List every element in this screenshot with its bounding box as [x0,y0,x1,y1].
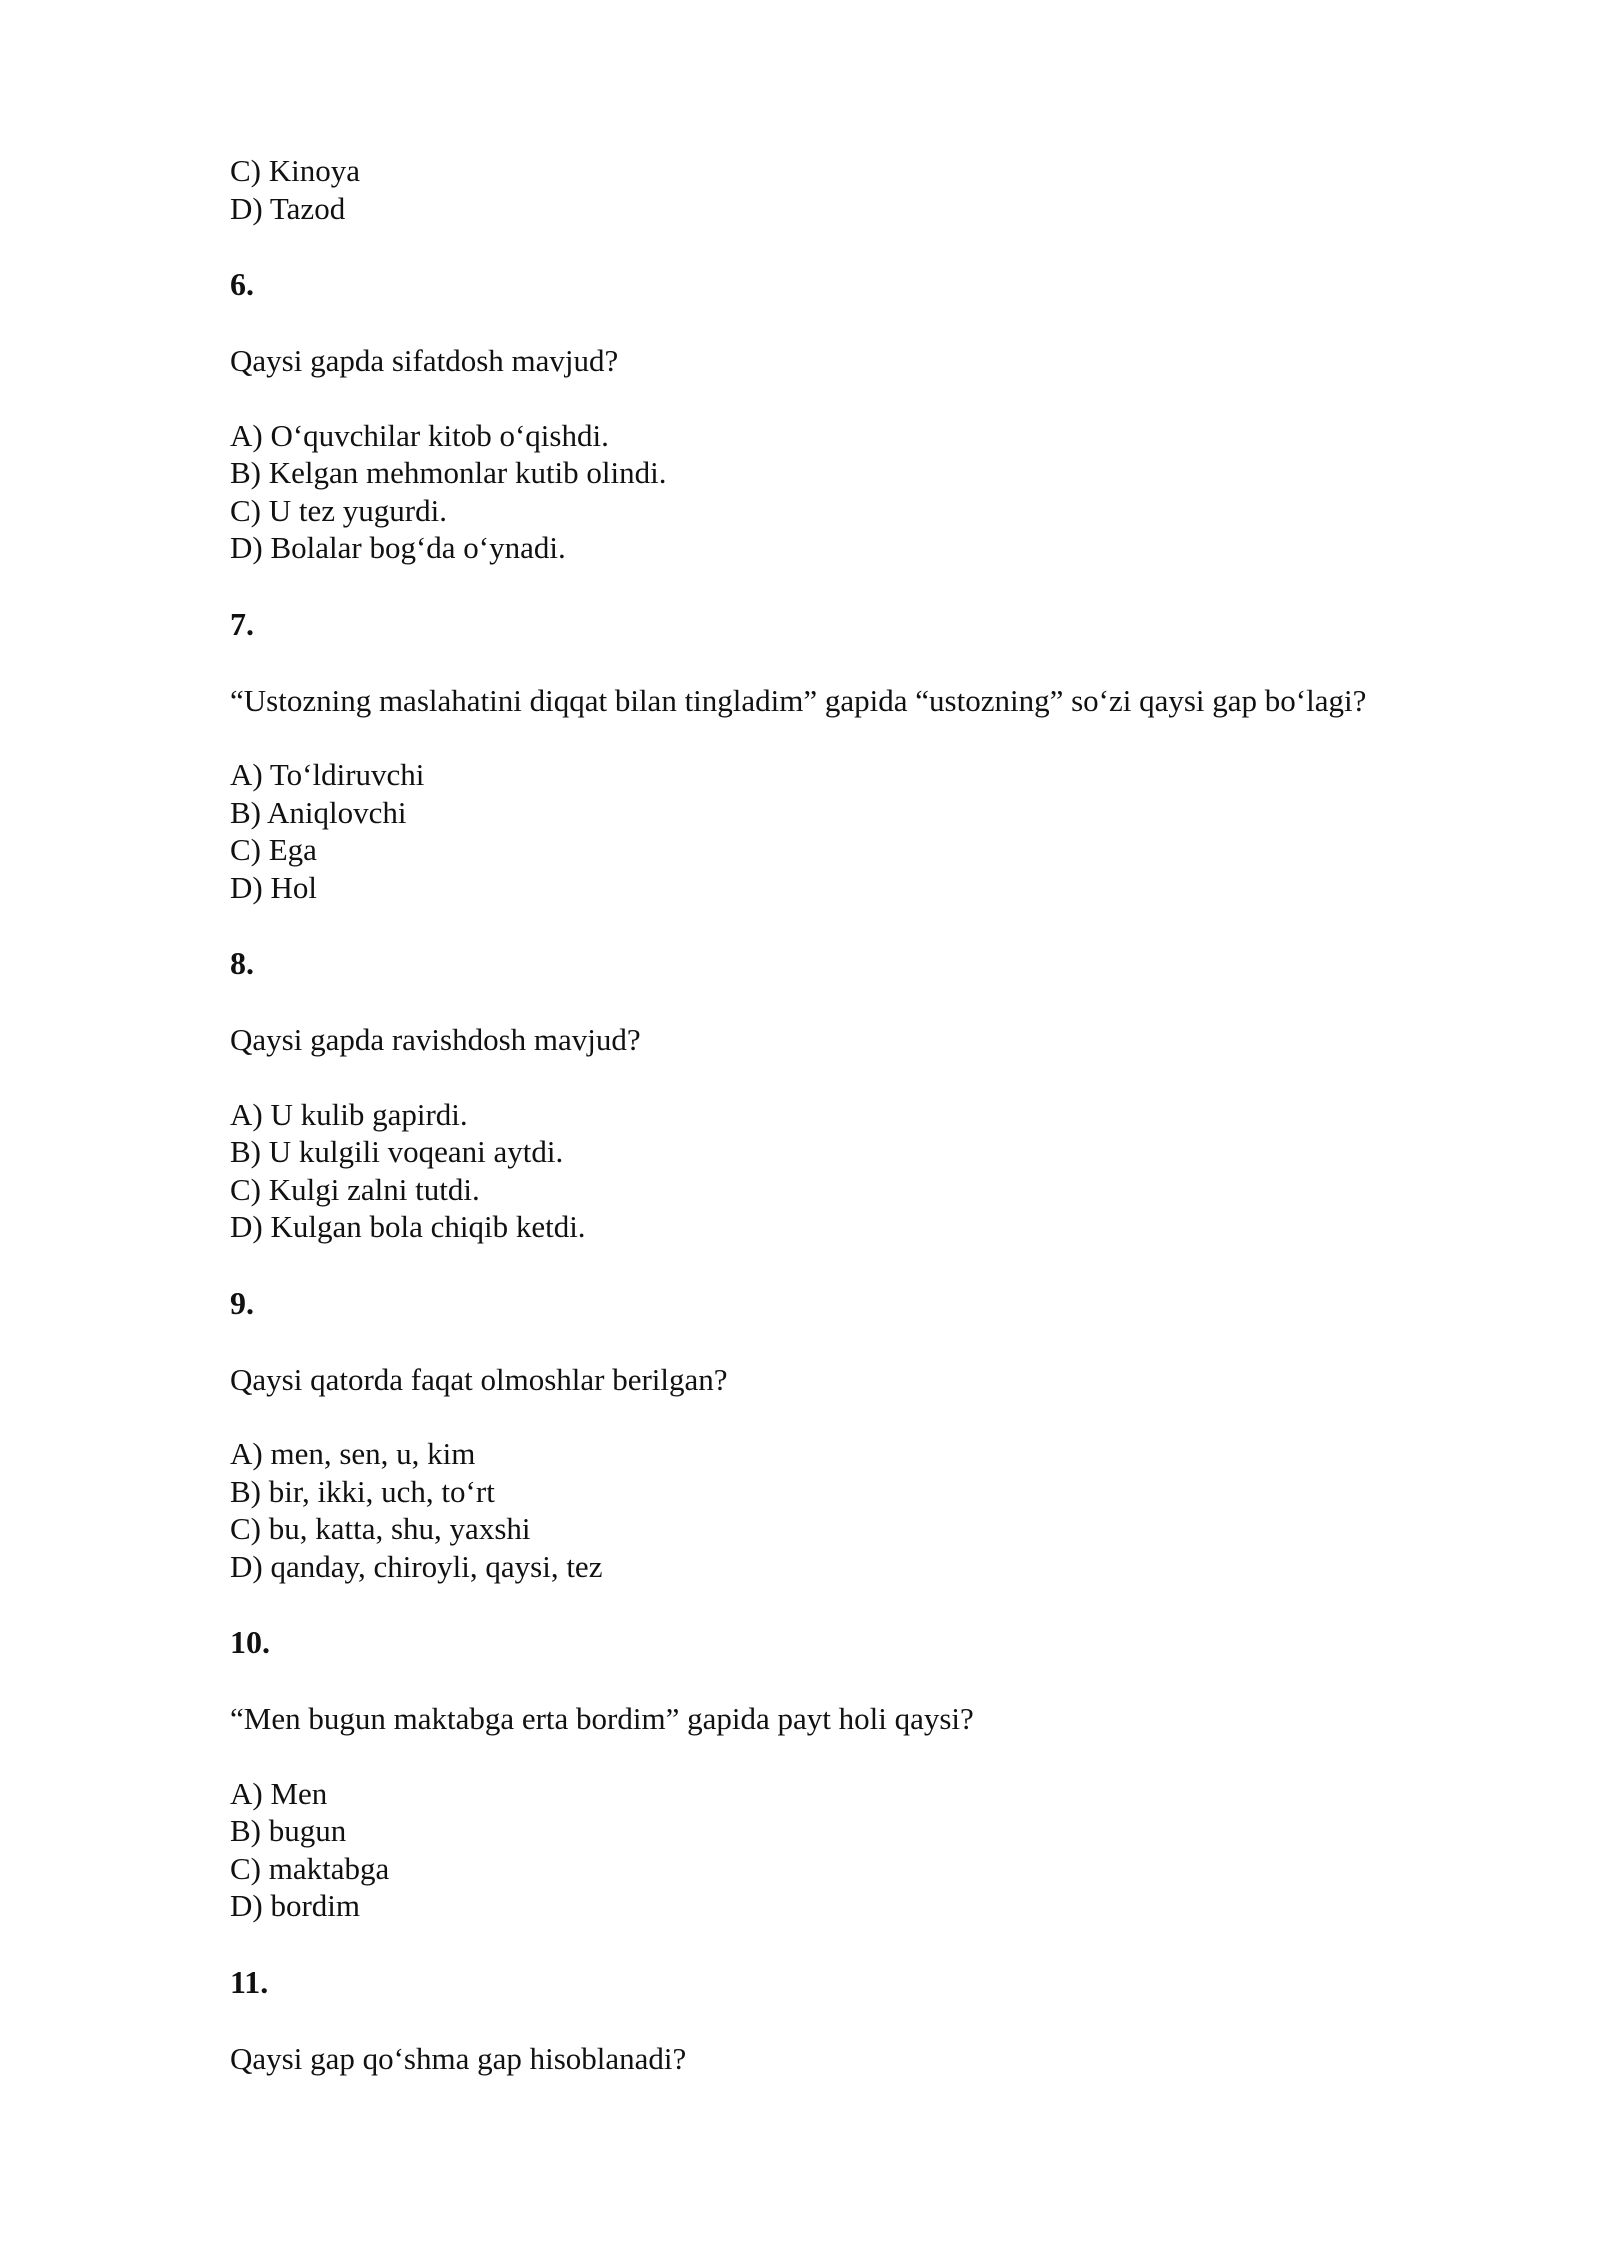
option-a: A) Men [230,1775,328,1811]
option-b: B) Aniqlovchi [230,794,407,830]
question-7 [230,604,1430,907]
option-d: D) Bolalar bog‘da o‘ynadi. [230,530,566,565]
option-d: D) Hol [230,869,317,905]
option-a: A) To‘ldiruvchi [230,757,425,792]
option-d: D) qanday, chiroyli, qaysi, tez [230,1548,603,1584]
option-d: D) Kulgan bola chiqib ketdi. [230,1209,586,1244]
question-number: 10. [230,1624,270,1660]
question-text: Qaysi qatorda faqat olmoshlar berilgan? [230,1361,728,1397]
question-text: “Men bugun maktabga erta bordim” gapida payt holi qaysi? [230,1701,974,1736]
document-page [230,152,1430,2114]
question-8 [230,943,1430,1246]
option-c: C) maktabga [230,1850,390,1886]
option-b: B) bir, ikki, uch, to‘rt [230,1473,495,1509]
question-number: 9. [230,1284,254,1321]
question-number: 7. [230,605,254,642]
option-c: C) U tez yugurdi. [230,492,447,528]
option-c: C) Kulgi zalni tutdi. [230,1171,480,1207]
option-c-continued: C) Kinoya [230,153,361,188]
question-number: 8. [230,945,254,981]
question-11 [230,1962,1430,2078]
option-c: C) bu, katta, shu, yaxshi [230,1511,531,1546]
question-number: 6. [230,266,254,302]
option-a: A) U kulib gapirdi. [230,1096,468,1132]
option-b: B) U kulgili voqeani aytdi. [230,1134,564,1169]
question-text: Qaysi gapda sifatdosh mavjud? [230,343,619,378]
question-6 [230,264,1430,567]
option-b: B) bugun [230,1813,347,1848]
option-a: A) O‘quvchilar kitob o‘qishdi. [230,417,609,453]
option-d-continued: D) Tazod [230,190,346,226]
option-d: D) bordim [230,1888,361,1923]
question-text: “Ustozning maslahatini diqqat bilan tingladim” gapida “ustozning” so‘zi qaysi gap bo‘lagi? [230,682,1367,718]
option-c: C) Ega [230,832,317,867]
question-text: Qaysi gapda ravishdosh mavjud? [230,1022,641,1057]
question-9 [230,1283,1430,1586]
question-number: 11. [230,1963,269,2000]
question-text: Qaysi gap qo‘shma gap hisoblanadi? [230,2040,687,2076]
option-a: A) men, sen, u, kim [230,1436,476,1471]
question-10 [230,1622,1430,1925]
option-b: B) Kelgan mehmonlar kutib olindi. [230,455,667,490]
